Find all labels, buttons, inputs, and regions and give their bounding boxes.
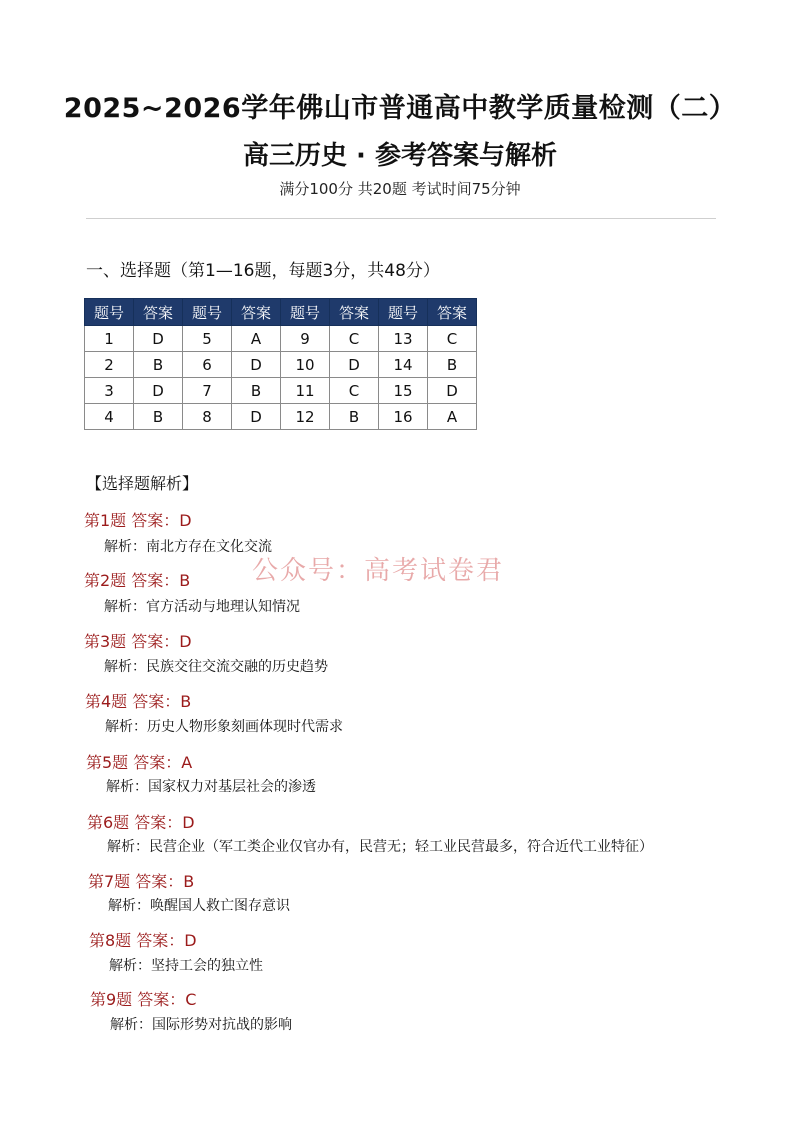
exam-meta: 满分100分 共20题 考试时间75分钟	[279, 180, 521, 198]
table-cell: 10	[281, 352, 330, 378]
question-explanation: 解析：南北方存在文化交流	[104, 539, 272, 555]
header-cell: 题号	[85, 299, 134, 326]
table-cell: 7	[183, 378, 232, 404]
table-cell: C	[330, 326, 379, 352]
table-cell: 4	[85, 404, 134, 430]
question-answer-title: 第3题 答案：D	[84, 632, 192, 651]
table-cell: 16	[379, 404, 428, 430]
question-answer-title: 第4题 答案：B	[85, 692, 192, 711]
table-cell: B	[232, 378, 281, 404]
question-answer-title: 第1题 答案：D	[84, 511, 192, 530]
table-cell: D	[134, 378, 183, 404]
header-cell: 答案	[428, 299, 477, 326]
watermark-text: 公众号：高考试卷君	[252, 556, 505, 586]
table-cell: D	[232, 352, 281, 378]
table-cell: D	[330, 352, 379, 378]
table-cell: 1	[85, 326, 134, 352]
question-answer-title: 第2题 答案：B	[84, 571, 191, 590]
analysis-heading: 【选择题解析】	[86, 474, 199, 493]
question-explanation: 解析：唤醒国人救亡图存意识	[108, 898, 290, 914]
question-explanation: 解析：官方活动与地理认知情况	[104, 599, 300, 615]
page-subtitle: 高三历史 · 参考答案与解析	[243, 141, 557, 171]
table-cell: 3	[85, 378, 134, 404]
question-explanation: 解析：历史人物形象刻画体现时代需求	[105, 719, 343, 735]
question-explanation: 解析：民族交往交流交融的历史趋势	[104, 659, 328, 675]
table-cell: C	[330, 378, 379, 404]
page-title: 2025~2026学年佛山市普通高中教学质量检测（二）	[63, 93, 737, 124]
table-cell: 11	[281, 378, 330, 404]
section-heading-choice: 一、选择题（第1—16题，每题3分，共48分）	[86, 261, 440, 281]
table-cell: 6	[183, 352, 232, 378]
table-cell: D	[134, 326, 183, 352]
table-cell: D	[428, 378, 477, 404]
header-cell: 答案	[232, 299, 281, 326]
table-cell: 9	[281, 326, 330, 352]
header-cell: 题号	[183, 299, 232, 326]
header-cell: 答案	[134, 299, 183, 326]
question-answer-title: 第9题 答案：C	[90, 990, 197, 1009]
header-cell: 答案	[330, 299, 379, 326]
header-cell: 题号	[281, 299, 330, 326]
table-cell: B	[134, 352, 183, 378]
table-cell: 5	[183, 326, 232, 352]
table-cell: 12	[281, 404, 330, 430]
table-cell: 14	[379, 352, 428, 378]
table-cell: D	[232, 404, 281, 430]
question-answer-title: 第6题 答案：D	[87, 813, 195, 832]
table-cell: 15	[379, 378, 428, 404]
table-cell: A	[232, 326, 281, 352]
table-cell: 2	[85, 352, 134, 378]
question-explanation: 解析：民营企业（军工类企业仅官办有，民营无；轻工业民营最多，符合近代工业特征）	[107, 839, 653, 855]
table-cell: B	[330, 404, 379, 430]
table-cell: B	[134, 404, 183, 430]
question-explanation: 解析：国际形势对抗战的影响	[110, 1017, 292, 1033]
question-answer-title: 第7题 答案：B	[88, 872, 195, 891]
question-answer-title: 第5题 答案：A	[86, 753, 193, 772]
table-cell: B	[428, 352, 477, 378]
header-cell: 题号	[379, 299, 428, 326]
question-explanation: 解析：坚持工会的独立性	[109, 958, 263, 974]
question-answer-title: 第8题 答案：D	[89, 931, 197, 950]
table-cell: 8	[183, 404, 232, 430]
question-explanation: 解析：国家权力对基层社会的渗透	[106, 779, 316, 795]
table-cell: C	[428, 326, 477, 352]
table-cell: A	[428, 404, 477, 430]
table-cell: 13	[379, 326, 428, 352]
